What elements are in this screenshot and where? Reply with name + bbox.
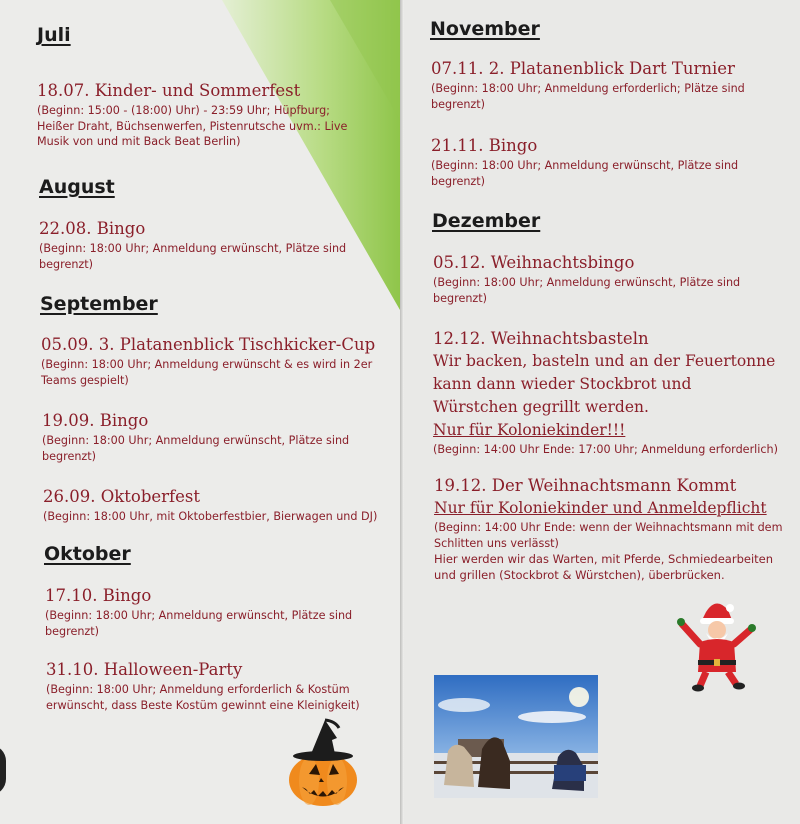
month-heading-dezember: Dezember <box>432 210 541 232</box>
month-heading-oktober: Oktober <box>44 543 131 565</box>
event-details: (Beginn: 15:00 - (18:00) Uhr) - 23:59 Uhr; Hüpfburg; Heißer Draht, Büchsenwerfen, Pistenrutsche uvm.: Live Musik von und mit Back Beat Berlin) <box>37 104 348 148</box>
event-26-09 <box>43 486 388 525</box>
event-18-07 <box>37 80 357 150</box>
event-31-10 <box>46 659 376 713</box>
event-details: (Beginn: 18:00 Uhr, mit Oktoberfestbier, Bierwagen und DJ) <box>43 510 378 523</box>
event-details: (Beginn: 14:00 Uhr Ende: 17:00 Uhr; Anmeldung erforderlich) <box>433 443 778 456</box>
event-22-08 <box>39 218 359 272</box>
event-description: Hier werden wir das Warten, mit Pferde, Schmiedearbeiten und grillen (Stockbrot & Würstchen), überbrücken. <box>434 552 774 582</box>
event-title: 05.09. 3. Platanenblick Tischkicker-Cup <box>41 335 376 354</box>
event-details: (Beginn: 14:00 Uhr Ende: wenn der Weihnachtsmann mit dem Schlitten uns verlässt) <box>434 521 783 550</box>
event-19-12 <box>434 475 789 583</box>
month-heading-september: September <box>40 293 158 315</box>
event-title: 18.07. Kinder- und Sommerfest <box>37 81 301 100</box>
event-17-10 <box>45 585 365 639</box>
event-title: 21.11. Bingo <box>431 136 538 155</box>
event-details: (Beginn: 18:00 Uhr; Anmeldung erforderlich & Kostüm erwünscht, dass Beste Kostüm gewinnt eine Kleinigkeit) <box>46 683 360 712</box>
event-details: (Beginn: 18:00 Uhr; Anmeldung erforderlich; Plätze sind begrenzt) <box>431 82 745 111</box>
event-title: 22.08. Bingo <box>39 219 146 238</box>
horses-in-snowy-paddock-photo <box>434 675 598 798</box>
event-details: (Beginn: 18:00 Uhr; Anmeldung erwünscht, Plätze sind begrenzt) <box>433 276 741 305</box>
month-heading-august: August <box>39 176 115 198</box>
santa-claus-icon <box>676 600 756 692</box>
event-title: 12.12. Weihnachtsbasteln <box>433 329 649 348</box>
event-title: 17.10. Bingo <box>45 586 152 605</box>
event-12-12 <box>433 328 778 458</box>
event-details: (Beginn: 18:00 Uhr; Anmeldung erwünscht, Plätze sind begrenzt) <box>39 242 347 271</box>
month-heading-juli: Juli <box>37 24 71 46</box>
event-title: 05.12. Weihnachtsbingo <box>433 253 635 272</box>
event-07-11 <box>431 58 776 112</box>
event-title: 19.09. Bingo <box>42 411 149 430</box>
event-title: 26.09. Oktoberfest <box>43 487 200 506</box>
event-21-11 <box>431 135 771 189</box>
event-details: (Beginn: 18:00 Uhr; Anmeldung erwünscht, Plätze sind begrenzt) <box>45 609 353 638</box>
event-05-12 <box>433 252 773 306</box>
event-description: Wir backen, basteln und an der Feuertonne kann dann wieder Stockbrot und Würstchen gegrillt werden. <box>433 352 776 416</box>
event-note: Nur für Koloniekinder!!! <box>433 421 626 439</box>
event-note: Nur für Koloniekinder und Anmeldepflicht <box>434 499 767 517</box>
jack-o-lantern-with-witch-hat-icon <box>285 718 361 808</box>
event-details: (Beginn: 18:00 Uhr; Anmeldung erwünscht & es wird in 2er Teams gespielt) <box>41 358 373 387</box>
event-05-09 <box>41 334 381 388</box>
event-title: 19.12. Der Weihnachtsmann Kommt <box>434 476 737 495</box>
event-details: (Beginn: 18:00 Uhr; Anmeldung erwünscht, Plätze sind begrenzt) <box>431 159 739 188</box>
event-details: (Beginn: 18:00 Uhr; Anmeldung erwünscht, Plätze sind begrenzt) <box>42 434 350 463</box>
event-title: 07.11. 2. Platanenblick Dart Turnier <box>431 59 735 78</box>
event-title: 31.10. Halloween-Party <box>46 660 243 679</box>
event-19-09 <box>42 410 362 464</box>
month-heading-november: November <box>430 18 540 40</box>
